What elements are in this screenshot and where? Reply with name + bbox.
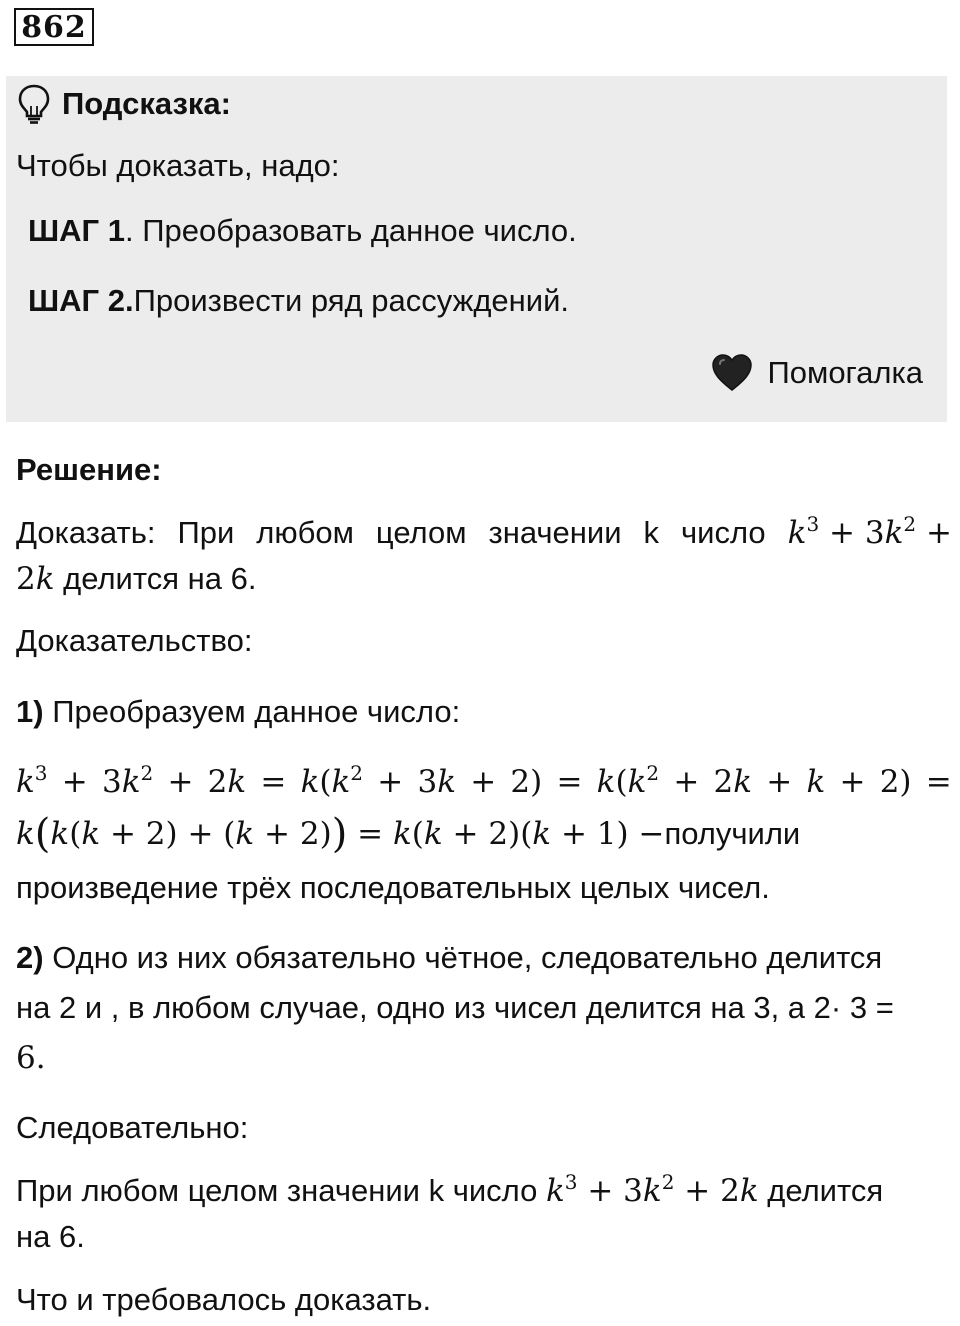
helper-link[interactable]	[711, 354, 923, 392]
equation-line-2: k(k(k + 2) + (k + 2)) = k(k + 2)(k + 1) −получили	[16, 811, 801, 857]
step-1-text: Преобразуем данное число:	[43, 694, 461, 729]
prove-word: Доказать:	[16, 515, 156, 550]
prove-word: число	[681, 515, 766, 550]
hint-title-text: Подсказка:	[62, 86, 231, 121]
prove-word: целом	[375, 515, 467, 550]
product-text: произведение трёх последовательных целых чисел.	[16, 870, 770, 905]
step-2-text: Одно из них обязательно чётное, следовательно делится	[43, 940, 883, 975]
conclusion-end: делится	[767, 1173, 884, 1208]
prove-word: При	[177, 515, 235, 550]
hint-box	[6, 76, 947, 422]
heart-icon	[711, 354, 753, 392]
helper-label: Помогалка	[767, 355, 923, 390]
hint-title	[18, 84, 231, 124]
solution-title-text: Решение:	[16, 452, 162, 487]
result-text: получили	[664, 816, 801, 851]
hint-step-2-label: ШАГ 2.	[28, 283, 134, 318]
proof-step-2	[16, 940, 952, 976]
hint-intro: Чтобы доказать, надо:	[16, 148, 340, 183]
hint-step-1-label: ШАГ 1	[28, 213, 125, 248]
prove-word: k	[643, 515, 660, 550]
prove-word: значении	[488, 515, 622, 550]
problem-number: 862	[14, 8, 94, 46]
conclusion-start: При любом целом значении k число	[16, 1173, 538, 1208]
hint-step-1	[28, 213, 577, 249]
prove-statement-line1	[16, 512, 952, 551]
proof-step-1	[16, 694, 952, 730]
step-1-number: 1)	[16, 694, 44, 729]
equation-line-1: $k^3$ + $3k^2$ + 2k = $k(k^2$ + 3k + 2) = $k(k^2$ + 2k + k + 2) =	[16, 761, 952, 800]
conclusion-line2: на 6.	[16, 1219, 85, 1254]
proof-label: Доказательство:	[16, 623, 253, 658]
formula-expression: $k^3 + 3k^2$ +	[787, 512, 952, 551]
solution-title	[16, 452, 952, 488]
prove-word: любом	[256, 515, 354, 550]
therefore-label: Следовательно:	[16, 1110, 249, 1145]
proof-step-2-line2: на 2 и , в любом случае, одно из чисел делится на 3, а 2· 3 =	[16, 990, 894, 1025]
hint-step-2-text: Произвести ряд рассуждений.	[133, 283, 570, 318]
hint-step-2	[28, 283, 569, 319]
prove-statement-line2: 2k делится на 6.	[16, 561, 257, 597]
hint-step-1-text: . Преобразовать данное число.	[124, 213, 577, 248]
lightbulb-icon	[18, 84, 50, 124]
conclusion-line1: При любом целом значении k число $k^3 + 3k^2 + 2k$ делится	[16, 1170, 884, 1209]
prove-tail: делится на 6.	[63, 561, 257, 596]
final-statement: Что и требовалось доказать.	[16, 1282, 432, 1317]
proof-step-2-line3: 6.	[16, 1040, 46, 1076]
step-2-number: 2)	[16, 940, 44, 975]
